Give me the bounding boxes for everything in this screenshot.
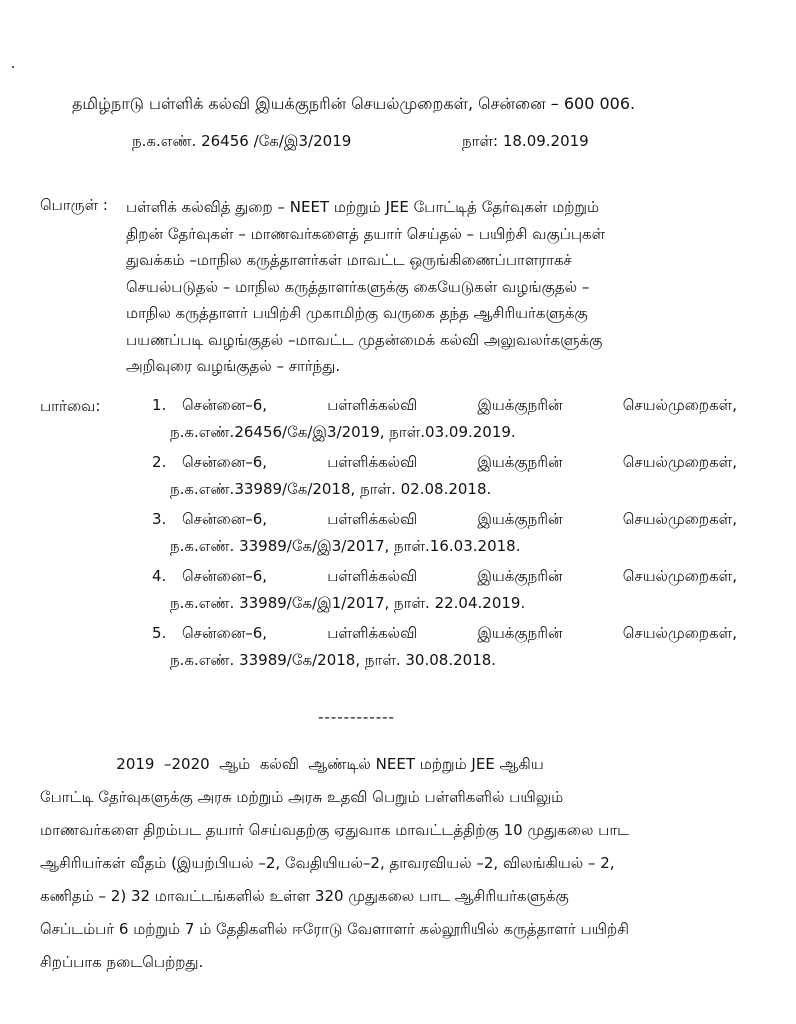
reference-dept: பள்ளிக்கல்வி	[327, 567, 418, 585]
subject-text	[126, 194, 736, 380]
reference-number: ந.க.எண். 26456 /கே/இ3/2019	[132, 132, 352, 150]
reference-detail: ந.க.எண்.26456/கே/இ3/2019, நாள்.03.09.2019.	[170, 423, 516, 441]
reference-proc: செயல்முறைகள்,	[622, 510, 737, 528]
reference-item	[152, 453, 737, 510]
reference-director: இயக்குநரின்	[477, 624, 563, 642]
body-line: கணிதம் – 2) 32 மாவட்டங்களில் உள்ள 320 முதுகலை பாட ஆசிரியர்களுக்கு	[40, 887, 569, 905]
subject-line: பள்ளிக் கல்வித் துறை – NEET மற்றும் JEE போட்டித் தேர்வுகள் மற்றும்	[126, 198, 600, 216]
reference-detail: ந.க.எண். 33989/கே/2018, நாள். 30.08.2018.	[170, 651, 497, 669]
body-line: ஆசிரியர்கள் வீதம் (இயற்பியல் –2, வேதியியல்–2, தாவரவியல் –2, விலங்கியல் – 2,	[40, 854, 615, 872]
body-line: செப்டம்பர் 6 மற்றும் 7 ம் தேதிகளில் ஈரோடு வேளாளர் கல்லூரியில் கருத்தாளர் பயிற்சி	[40, 920, 629, 938]
reference-line	[182, 510, 737, 530]
reference-detail: ந.க.எண். 33989/கே/இ1/2017, நாள். 22.04.2019.	[170, 594, 526, 612]
reference-number-index: 3.	[152, 510, 167, 528]
reference-line	[182, 453, 737, 473]
body-line: 2019 –2020 ஆம் கல்வி ஆண்டில் NEET மற்றும் JEE ஆகிய	[40, 755, 544, 773]
reference-detail: ந.க.எண்.33989/கே/2018, நாள். 02.08.2018.	[170, 480, 492, 498]
reference-proc: செயல்முறைகள்,	[622, 453, 737, 471]
reference-line	[182, 567, 737, 587]
reference-number-index: 4.	[152, 567, 167, 585]
subject-line: துவக்கம் –மாநில கருத்தாளர்கள் மாவட்ட ஒருங்கிணைப்பாளராகச்	[126, 251, 572, 269]
date-value: 18.09.2019	[502, 132, 589, 150]
reference-line	[182, 624, 737, 644]
references-label: பார்வை:	[40, 397, 101, 415]
reference-dept: பள்ளிக்கல்வி	[327, 510, 418, 528]
reference-dept: பள்ளிக்கல்வி	[327, 396, 418, 414]
reference-item	[152, 624, 737, 681]
body-line: மாணவர்களை திறம்பட தயார் செய்வதற்கு ஏதுவாக மாவட்டத்திற்கு 10 முதுகலை பாட	[40, 821, 630, 839]
body-paragraph	[40, 748, 742, 979]
subject-line: பயணப்படி வழங்குதல் –மாவட்ட முதன்மைக் கல்வி அலுவலர்களுக்கு	[126, 330, 603, 349]
reference-number-index: 1.	[152, 396, 167, 414]
document-title: தமிழ்நாடு பள்ளிக் கல்வி இயக்குநரின் செயல்முறைகள், சென்னை – 600 006.	[72, 94, 636, 113]
reference-proc: செயல்முறைகள்,	[622, 624, 737, 642]
reference-city: சென்னை–6,	[182, 510, 268, 528]
body-line: போட்டி தேர்வுகளுக்கு அரசு மற்றும் அரசு உதவி பெறும் பள்ளிகளில் பயிலும்	[40, 788, 564, 806]
reference-city: சென்னை–6,	[182, 567, 268, 585]
reference-director: இயக்குநரின்	[477, 396, 563, 414]
subject-line: மாநில கருத்தாளர் பயிற்சி முகாமிற்கு வருகை தந்த ஆசிரியர்களுக்கு	[126, 304, 588, 322]
reference-detail: ந.க.எண். 33989/கே/இ3/2017, நாள்.16.03.2018.	[170, 537, 521, 555]
subject-line: அறிவுரை வழங்குதல் – சார்ந்து.	[126, 357, 341, 375]
reference-item	[152, 396, 737, 453]
date-block	[462, 132, 589, 152]
reference-city: சென்னை–6,	[182, 624, 268, 642]
reference-director: இயக்குநரின்	[477, 567, 563, 585]
references-list	[152, 396, 737, 681]
date-label: நாள்:	[462, 132, 499, 150]
subject-line: செயல்படுதல் – மாநில கருத்தாளர்களுக்கு கையேடுகள் வழங்குதல் –	[126, 277, 590, 296]
reference-item	[152, 510, 737, 567]
reference-director: இயக்குநரின்	[477, 510, 563, 528]
subject-label: பொருள் :	[40, 196, 108, 214]
subject-line: திறன் தேர்வுகள் – மாணவர்களைத் தயார் செய்தல் – பயிற்சி வகுப்புகள்	[126, 224, 606, 243]
reference-number-index: 2.	[152, 453, 167, 471]
reference-line	[182, 396, 737, 416]
reference-number-index: 5.	[152, 624, 167, 642]
reference-director: இயக்குநரின்	[477, 453, 563, 471]
reference-city: சென்னை–6,	[182, 396, 268, 414]
reference-item	[152, 567, 737, 624]
section-divider: ------------	[318, 708, 395, 726]
reference-city: சென்னை–6,	[182, 453, 268, 471]
reference-dept: பள்ளிக்கல்வி	[327, 453, 418, 471]
reference-proc: செயல்முறைகள்,	[622, 567, 737, 585]
body-line: சிறப்பாக நடைபெற்றது.	[40, 953, 204, 971]
reference-dept: பள்ளிக்கல்வி	[327, 624, 418, 642]
scan-mark	[12, 66, 14, 68]
reference-proc: செயல்முறைகள்,	[622, 396, 737, 414]
